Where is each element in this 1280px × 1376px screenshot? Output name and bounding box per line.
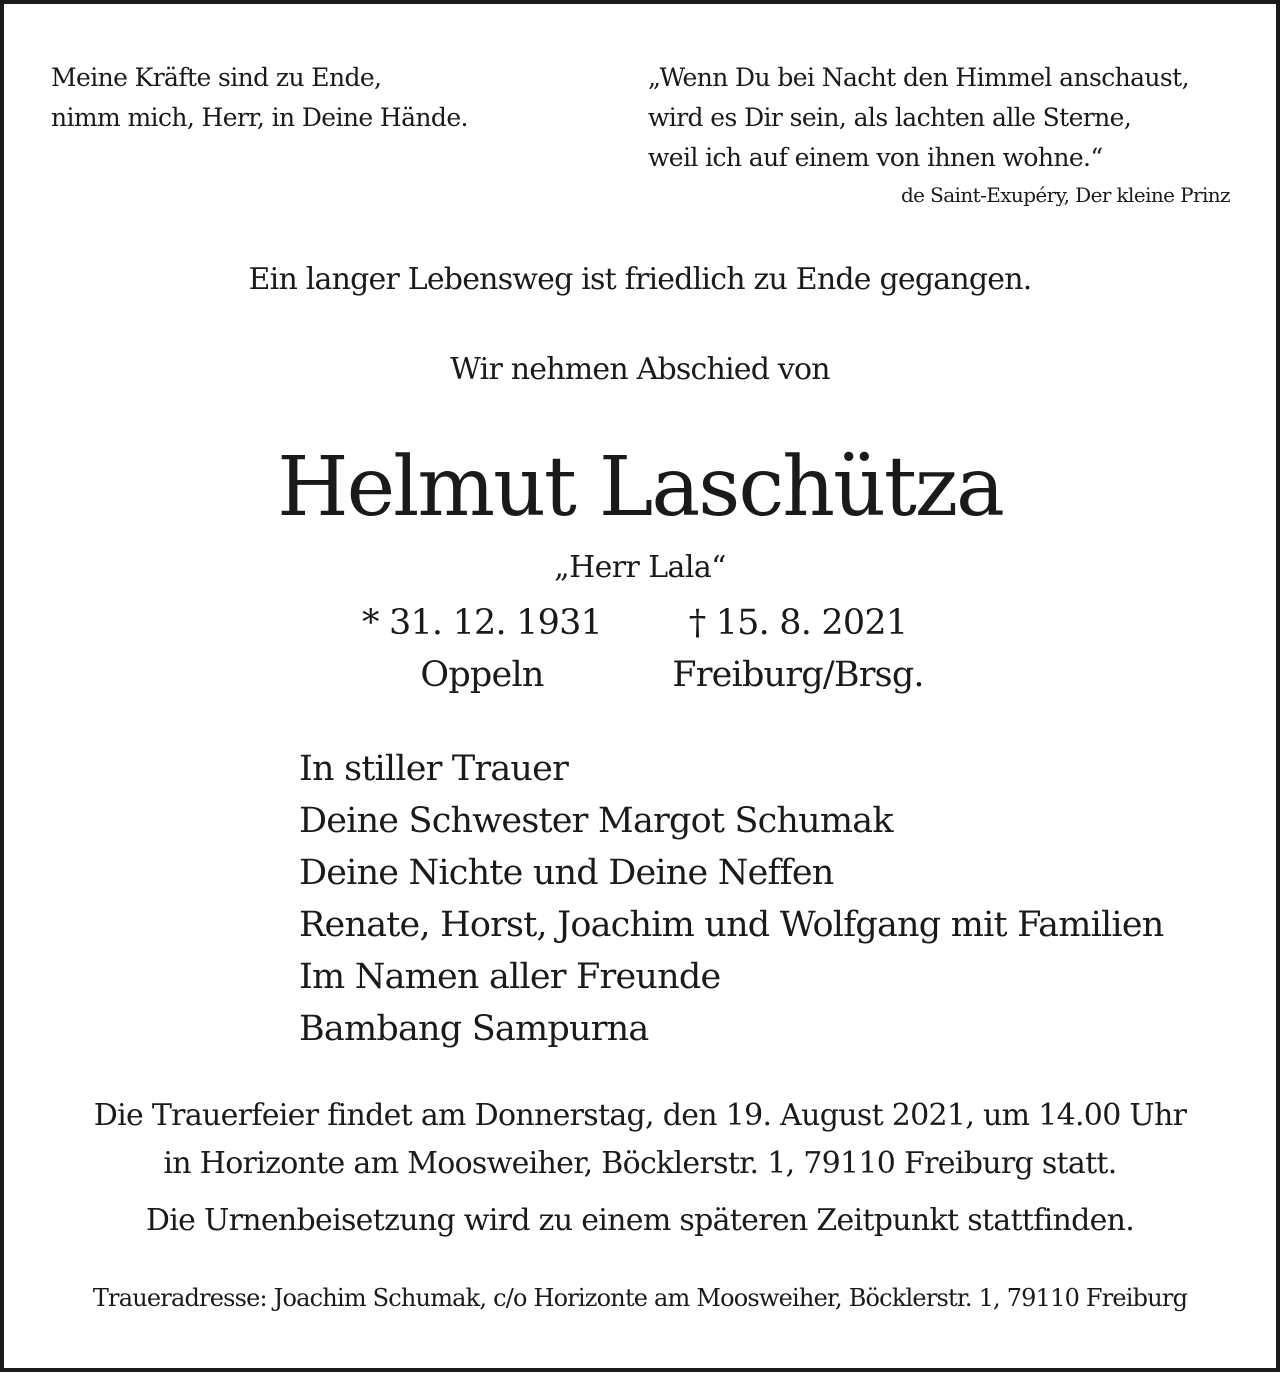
mourner-line: Renate, Horst, Joachim und Wolfgang mit Familien bbox=[299, 905, 1164, 945]
death-date: † 15. 8. 2021 bbox=[688, 603, 908, 643]
mourner-line: Deine Schwester Margot Schumak bbox=[299, 801, 893, 841]
mourner-line: Deine Nichte und Deine Neffen bbox=[299, 853, 834, 893]
death-place: Freiburg/Brsg. bbox=[672, 655, 924, 695]
mourner-line: Bambang Sampurna bbox=[299, 1009, 649, 1049]
quote-right-line: „Wenn Du bei Nacht den Himmel anschaust, bbox=[648, 63, 1189, 92]
quote-right-line: weil ich auf einem von ihnen wohne.“ bbox=[648, 143, 1103, 172]
quote-right-line: wird es Dir sein, als lachten alle Sterne, bbox=[648, 103, 1132, 132]
quote-right bbox=[648, 58, 1189, 178]
farewell-text: Wir nehmen Abschied von bbox=[450, 352, 830, 387]
mourners-list bbox=[299, 743, 1163, 1055]
birth-date: * 31. 12. 1931 bbox=[361, 603, 603, 643]
quote-left-line: nimm mich, Herr, in Deine Hände. bbox=[51, 103, 468, 132]
urn-burial-info: Die Urnenbeisetzung wird zu einem späteren Zeitpunkt stattfinden. bbox=[145, 1203, 1135, 1238]
mourner-line: In stiller Trauer bbox=[299, 749, 568, 789]
quote-left bbox=[51, 58, 468, 138]
deceased-nickname: „Herr Lala“ bbox=[554, 550, 726, 585]
mourning-address: Traueradresse: Joachim Schumak, c/o Horizonte am Moosweiher, Böcklerstr. 1, 79110 Freiburg bbox=[92, 1284, 1188, 1312]
quote-attribution: de Saint-Exupéry, Der kleine Prinz bbox=[900, 183, 1230, 207]
birth-place: Oppeln bbox=[420, 655, 544, 695]
birth-block bbox=[317, 597, 647, 701]
quote-left-line: Meine Kräfte sind zu Ende, bbox=[51, 63, 382, 92]
ceremony-line: in Horizonte am Moosweiher, Böcklerstr. 1, 79110 Freiburg statt. bbox=[163, 1146, 1117, 1181]
ceremony-info bbox=[0, 1092, 1280, 1188]
ceremony-line: Die Trauerfeier findet am Donnerstag, den 19. August 2021, um 14.00 Uhr bbox=[93, 1098, 1187, 1133]
death-block bbox=[633, 597, 963, 701]
intro-text: Ein langer Lebensweg ist friedlich zu Ende gegangen. bbox=[248, 262, 1032, 297]
deceased-name: Helmut Laschütza bbox=[277, 440, 1003, 535]
mourner-line: Im Namen aller Freunde bbox=[299, 957, 721, 997]
